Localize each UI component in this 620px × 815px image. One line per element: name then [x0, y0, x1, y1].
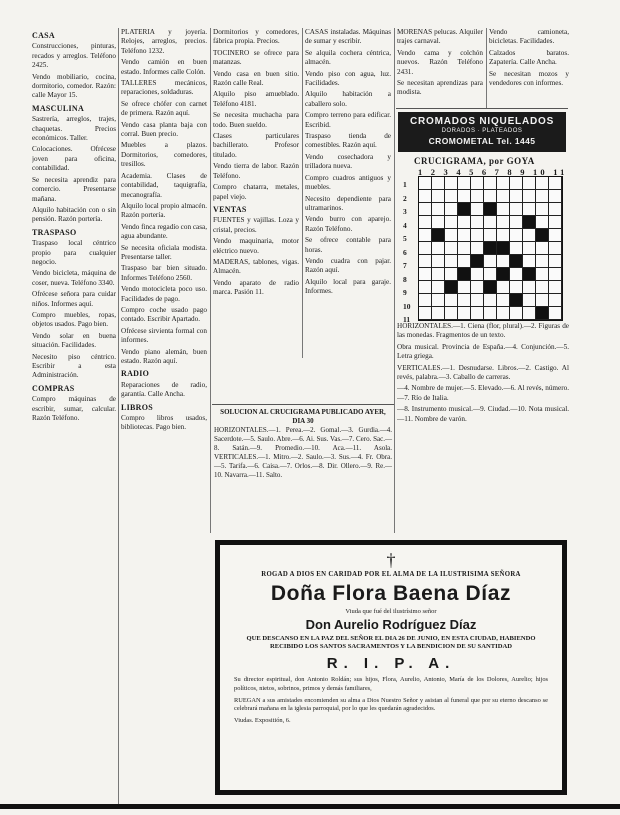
classified-ad: Vendo casa planta baja con corral. Buen precio. — [121, 120, 207, 139]
crossword-cell — [458, 307, 471, 320]
crossword-cell — [471, 216, 484, 229]
crossword-cell — [536, 177, 549, 190]
classified-ad: TALLERES mecánicos, reparaciones, soldaduras. — [121, 79, 207, 97]
classified-ad: Traspaso local céntrico propio para cualquier negocio. — [32, 239, 116, 266]
crossword-cell — [445, 255, 458, 268]
crossword-black-cell — [510, 294, 523, 307]
classified-ad: Se necesita muchacha para todo. Buen sueldo. — [213, 111, 299, 129]
crossword-cell — [549, 294, 562, 307]
crossword-cell — [458, 255, 471, 268]
crossword-cell — [458, 229, 471, 242]
crossword-row-number: 8 — [403, 274, 407, 284]
crossword-cell — [419, 203, 432, 216]
crossword-cell — [471, 294, 484, 307]
crossword-cell — [549, 268, 562, 281]
crossword-cell — [523, 229, 536, 242]
crossword-cell — [419, 255, 432, 268]
classified-ad: Vendo mobiliario, cocina, dormitorio, comedor. Razón: calle Mayor 15. — [32, 72, 116, 100]
crossword-cell — [536, 216, 549, 229]
classified-ad: Vendo cama y colchón nuevos. Razón Teléfono 2431. — [397, 48, 483, 76]
section-heading: RADIO — [121, 369, 150, 379]
crossword-cell — [510, 268, 523, 281]
section-rule — [212, 404, 394, 405]
classified-ad: Calzados baratos. Zapatería. Calle Ancha. — [489, 48, 569, 67]
crossword-cell — [471, 177, 484, 190]
classified-ad: MADERAS, tablones, vigas. Almacén. — [213, 257, 299, 276]
deceased-name: Doña Flora Baena Díaz — [270, 582, 512, 605]
crossword-cell — [432, 190, 445, 203]
classified-ad: Dormitorios y comedores, fábrica propia. Precios. — [213, 28, 299, 46]
classifieds-column-1 — [32, 28, 116, 806]
classified-ad: Compro muebles, ropas, objetos usados. Pago bien. — [32, 310, 116, 329]
crossword-black-cell — [523, 268, 536, 281]
crossword-cell — [549, 281, 562, 294]
column-rule — [486, 28, 487, 108]
crossword-cell — [419, 190, 432, 203]
crossword-cell — [471, 190, 484, 203]
crossword-black-cell — [523, 216, 536, 229]
classified-ad: Se necesita aprendiz para comercio. Presentarse mañana. — [32, 175, 116, 203]
crossword-cell — [458, 242, 471, 255]
cross-icon: † — [386, 550, 396, 570]
classifieds-column-3 — [213, 28, 299, 402]
crossword-cell — [445, 268, 458, 281]
crossword-cell — [497, 229, 510, 242]
crossword-cell — [471, 307, 484, 320]
classified-ad: Vendo camión en buen estado. Informes calle Colón. — [121, 58, 207, 76]
classified-ad: Se necesitan mozos y vendedores con informes. — [489, 69, 569, 88]
crossword-column-numbers: 1 2 3 4 5 6 7 8 9 10 11 — [418, 167, 568, 177]
crossword-black-cell — [536, 307, 549, 320]
crossword-cell — [432, 255, 445, 268]
crossword-cell — [549, 307, 562, 320]
classified-ad: Vendo tierra de labor. Razón Teléfono. — [213, 162, 299, 180]
crossword-solution — [214, 408, 392, 480]
crossword-row-number: 4 — [403, 220, 407, 230]
classified-ad: Compro coche usado pago contado. Escribir Apartado. — [121, 305, 207, 324]
chromados-advert — [398, 112, 566, 152]
crossword-black-cell — [471, 255, 484, 268]
classified-ad: Vendo finca regadío con casa, agua abundante. — [121, 222, 207, 241]
crossword-cell — [497, 190, 510, 203]
classified-ad: Compro máquinas de escribir, sumar, calcular. Razón Teléfono. — [32, 395, 116, 423]
classified-ad: Vendo piso con agua, luz. Facilidades. — [305, 69, 391, 88]
classifieds-column-2 — [121, 28, 207, 806]
section-rule — [396, 108, 568, 109]
crossword-cell — [510, 229, 523, 242]
crossword-cell — [445, 216, 458, 229]
classified-ad: Vendo piano alemán, buen estado. Razón aquí. — [121, 347, 207, 365]
classified-ad: Se necesita oficiala modista. Presentarse taller. — [121, 243, 207, 261]
crossword-black-cell — [458, 268, 471, 281]
crossword-row-number: 9 — [403, 288, 407, 297]
crossword-cell — [497, 255, 510, 268]
classified-ad: Alquilo local para garaje. Informes. — [305, 277, 391, 296]
classified-ad: Necesito piso céntrico. Escribir a esta Administración. — [32, 352, 116, 380]
crossword-cell — [445, 294, 458, 307]
crossword-cell — [471, 229, 484, 242]
classified-ad: Se alquila cochera céntrica, almacén. — [305, 48, 391, 67]
crossword-cell — [458, 281, 471, 294]
crossword-row-number: 10 — [403, 301, 411, 311]
section-heading: LIBROS — [121, 402, 154, 412]
crossword-cell — [536, 242, 549, 255]
classified-ad: Vendo burro con aparejo. Razón Teléfono. — [305, 215, 391, 233]
crossword-title: CRUCIGRAMA, por GOYA — [414, 156, 535, 166]
crossword-cell — [549, 229, 562, 242]
classified-ad: FUENTES y vajillas. Loza y cristal, precios. — [213, 216, 299, 234]
ad-line-1: CROMADOS NIQUELADOS — [409, 116, 555, 127]
crossword-cell — [471, 268, 484, 281]
classified-ad: Compro terreno para edificar. Escribid. — [305, 111, 391, 129]
crossword-grid — [418, 176, 563, 321]
crossword-cell — [471, 242, 484, 255]
classified-ad: Reparaciones de radio, garantía. Calle Ancha. — [121, 380, 207, 399]
crossword-cell — [523, 255, 536, 268]
crossword-cell — [549, 255, 562, 268]
crossword-cell — [419, 281, 432, 294]
crossword-cell — [432, 307, 445, 320]
classifieds-column-6 — [489, 28, 569, 106]
classified-ad: Se ofrece chófer con carnet de primera. Razón aquí. — [121, 99, 207, 118]
notice-family: Su director espiritual, don Antonio Roldán; sus hijos, Flora, Aurelio, Antonio, María de los Dolores, Aurelio; hijos políticos, nietos, sobrinos, primos y demás familiares, — [234, 676, 548, 692]
classified-ad: Colocaciones. Ofrécese joven para oficina, contabilidad. — [32, 145, 116, 173]
column-rule — [210, 28, 211, 533]
classified-ad: Se ofrece contable para horas. — [305, 236, 391, 254]
classified-ad: Alquilo piso amueblado. Teléfono 4181. — [213, 90, 299, 108]
classified-ad: Ofrécese señora para cuidar niños. Informes aquí. — [32, 290, 116, 308]
crossword-black-cell — [510, 255, 523, 268]
crossword-cell — [536, 281, 549, 294]
classified-ad: —8. Instrumento musical.—9. Ciudad.—10. Nota musical.—11. Nombre de varón. — [397, 405, 569, 423]
crossword-cell — [510, 203, 523, 216]
classified-ad: Se necesitan aprendizas para modista. — [397, 79, 483, 97]
crossword-cell — [536, 255, 549, 268]
crossword-row-numbers — [403, 178, 411, 327]
classified-ad: Vendo solar en buena situación. Facilidades. — [32, 331, 116, 350]
crossword-cell — [497, 216, 510, 229]
crossword-cell — [523, 307, 536, 320]
crossword-cell — [458, 294, 471, 307]
crossword-cell — [419, 294, 432, 307]
crossword-cell — [484, 268, 497, 281]
solution-title: SOLUCION AL CRUCIGRAMA PUBLICADO AYER, DIA 30 — [220, 408, 386, 425]
death-notice — [215, 540, 567, 795]
classified-ad: Alquilo habitación con o sin pensión. Razón portería. — [32, 205, 116, 224]
crossword-row-number: 1 — [403, 180, 407, 189]
crossword-row-number: 11 — [403, 315, 411, 324]
classified-ad: Vendo camioneta, bicicletas. Facilidades. — [489, 28, 569, 46]
crossword-cell — [497, 177, 510, 190]
crossword-cell — [445, 229, 458, 242]
crossword-cell — [432, 203, 445, 216]
classified-ad: Sastrería, arreglos, trajes, chaquetas. Precios económicos. Taller. — [32, 115, 116, 143]
crossword-row-number: 6 — [403, 247, 407, 257]
crossword-cell — [510, 281, 523, 294]
classifieds-column-5 — [397, 28, 483, 106]
section-heading: VENTAS — [213, 204, 247, 214]
crossword-cell — [536, 190, 549, 203]
crossword-black-cell — [484, 281, 497, 294]
crossword-cell — [484, 190, 497, 203]
classified-ad: MORENAS pelucas. Alquiler trajes carnaval. — [397, 28, 483, 46]
classified-ad: —4. Nombre de mujer.—5. Elevado.—6. Al revés, número.—7. Río de Italia. — [397, 384, 569, 402]
crossword-cell — [523, 294, 536, 307]
crossword-cell — [510, 177, 523, 190]
crossword-cell — [419, 177, 432, 190]
notice-request: RUEGAN a sus amistades encomienden su alma a Dios Nuestro Señor y asistan al funeral que por su eterno descanso se celebrará mañana en la iglesia parroquial, por lo que les quedarán agradecidos. — [234, 696, 548, 713]
crossword-cell — [432, 294, 445, 307]
crossword-cell — [432, 177, 445, 190]
crossword-clues — [397, 322, 569, 528]
crossword-black-cell — [497, 242, 510, 255]
crossword-cell — [432, 268, 445, 281]
classified-ad: Vendo maquinaria, motor eléctrico nuevo. — [213, 237, 299, 255]
section-heading: COMPRAS — [32, 383, 75, 393]
column-rule — [394, 28, 395, 533]
crossword-cell — [484, 229, 497, 242]
crossword-row-number: 7 — [403, 261, 407, 270]
crossword-cell — [419, 216, 432, 229]
crossword-cell — [523, 177, 536, 190]
crossword-cell — [445, 190, 458, 203]
ripa: R. I. P. A. — [326, 655, 456, 673]
crossword-cell — [523, 190, 536, 203]
crossword-cell — [549, 190, 562, 203]
classified-ad: Vendo casa en buen sitio. Razón calle Real. — [213, 69, 299, 88]
classified-ad: Traspaso bar bien situado. Informes Teléfono 2560. — [121, 264, 207, 282]
crossword-cell — [445, 307, 458, 320]
crossword-cell — [458, 190, 471, 203]
classified-ad: Clases particulares bachillerato. Profesor titulado. — [213, 132, 299, 159]
crossword-cell — [523, 203, 536, 216]
crossword-cell — [419, 229, 432, 242]
classified-ad: Alquilo local propio almacén. Razón portería. — [121, 201, 207, 220]
crossword-cell — [432, 216, 445, 229]
crossword-cell — [536, 268, 549, 281]
classified-ad: Compro cuadros antiguos y muebles. — [305, 173, 391, 192]
crossword-cell — [523, 242, 536, 255]
crossword-cell — [510, 307, 523, 320]
crossword-cell — [471, 281, 484, 294]
classified-ad: Necesito dependiente para ultramarinos. — [305, 194, 391, 212]
crossword-black-cell — [484, 203, 497, 216]
crossword-cell — [471, 203, 484, 216]
crossword-cell — [510, 190, 523, 203]
crossword-cell — [445, 177, 458, 190]
classified-ad: Compro chatarra, metales, papel viejo. — [213, 183, 299, 201]
classified-ad: VERTICALES.—1. Desnudarse. Libros.—2. Castigo. Al revés, palabra.—3. Caballo de carreras. — [397, 363, 569, 382]
column-rule — [302, 28, 303, 358]
classified-ad: Compro libros usados, bibliotecas. Pago bien. — [121, 414, 207, 432]
crossword-cell — [484, 216, 497, 229]
crossword-black-cell — [484, 242, 497, 255]
crossword-black-cell — [536, 229, 549, 242]
crossword-cell — [549, 177, 562, 190]
notice-intro: ROGAD A DIOS EN CARIDAD POR EL ALMA DE LA ILUSTRISIMA SEÑORA — [261, 571, 521, 578]
crossword-cell — [536, 203, 549, 216]
classified-ad: Vendo bicicleta, máquina de coser, nueva. Teléfono 3340. — [32, 269, 116, 287]
widow-line: Viuda que fué del ilustrísimo señor — [345, 608, 437, 615]
crossword-cell — [497, 307, 510, 320]
classified-ad: HORIZONTALES.—1. Ciena (flor, plural).—2. Figuras de las monedas. Fragmentos de un texto. — [397, 322, 569, 340]
solution-text: HORIZONTALES.—1. Perea.—2. Gomal.—3. Gurdia.—4. Sacerdote.—5. Saulo. Abre.—6. Ai. Sus. Vas.—7. Cero. Sac.—8. Satán.—9. Promedio.—10. Aca.—11. Asola. VERTICALES.—1. Mitro.—2. Saulo.—3. Sus.—4. Fr. Obra.—5. Tarifa.—6. Caisa.—7. Orlos.—8. Dir. Ollero.—9. Re.—10. Navarra.—11. Salto. — [214, 426, 392, 479]
crossword-cell — [484, 255, 497, 268]
classified-ad: Vendo aparato de radio marca. Pasión 11. — [213, 278, 299, 297]
section-heading: CASA — [32, 31, 55, 40]
crossword-cell — [549, 216, 562, 229]
ad-line-2: DORADOS · PLATEADOS — [441, 128, 523, 134]
crossword-black-cell — [432, 229, 445, 242]
crossword-cell — [432, 281, 445, 294]
crossword-cell — [458, 177, 471, 190]
classified-ad: Alquilo habitación a caballero solo. — [305, 90, 391, 108]
classified-ad: Construcciones, pinturas, recados y arreglos. Teléfono 2425. — [32, 42, 116, 70]
crossword-cell — [419, 268, 432, 281]
crossword-cell — [458, 216, 471, 229]
death-statement: QUE DESCANSO EN LA PAZ DEL SEÑOR EL DIA 26 DE JUNIO, EN ESTA CIUDAD, HABIENDO RECIBIDO LOS SANTOS SACRAMENTOS Y LA BENDICION DE SU SANTIDAD — [246, 635, 536, 651]
crossword-cell — [510, 242, 523, 255]
crossword-cell — [497, 203, 510, 216]
crossword-black-cell — [458, 203, 471, 216]
page-bottom-rule — [0, 804, 620, 809]
column-rule — [118, 28, 119, 806]
crossword-cell — [523, 281, 536, 294]
crossword-cell — [445, 242, 458, 255]
crossword-cell — [432, 242, 445, 255]
crossword-cell — [484, 177, 497, 190]
classified-ad: Vendo cosechadora y trilladora nueva. — [305, 152, 391, 171]
classified-ad: Muebles a plazos. Dormitorios, comedores, tresillos. — [121, 141, 207, 169]
crossword-black-cell — [445, 281, 458, 294]
classifieds-column-4 — [305, 28, 391, 402]
crossword-cell — [497, 294, 510, 307]
crossword-cell — [419, 242, 432, 255]
crossword-cell — [445, 203, 458, 216]
classified-ad: Ofrécese sirvienta formal con informes. — [121, 326, 207, 345]
crossword-cell — [484, 294, 497, 307]
ad-line-3: CROMOMETAL Tel. 1445 — [428, 136, 536, 146]
crossword-cell — [549, 242, 562, 255]
classified-ad: PLATERIA y joyería. Relojes, arreglos, precios. Teléfono 1232. — [121, 28, 207, 55]
classified-ad: CASAS instaladas. Máquinas de sumar y escribir. — [305, 28, 391, 46]
classified-ad: Traspaso tienda de comestibles. Razón aquí. — [305, 132, 391, 150]
crossword-row-number: 3 — [403, 207, 407, 216]
crossword-cell — [484, 307, 497, 320]
crossword-black-cell — [497, 268, 510, 281]
section-heading: MASCULINA — [32, 103, 85, 113]
classified-ad: Academia. Clases de contabilidad, taquigrafía, mecanografía. — [121, 171, 207, 199]
husband-name: Don Aurelio Rodríguez Díaz — [305, 617, 477, 632]
section-heading: TRASPASO — [32, 227, 77, 237]
crossword-cell — [497, 281, 510, 294]
crossword-row-number: 5 — [403, 234, 407, 243]
crossword-cell — [510, 216, 523, 229]
crossword-row-number: 2 — [403, 193, 407, 203]
classified-ad: Obra musical. Provincia de España.—4. Conjunción.—5. Letra griega. — [397, 342, 569, 361]
crossword-cell — [536, 294, 549, 307]
classified-ad: Vendo motocicleta poco uso. Facilidades de pago. — [121, 285, 207, 303]
notice-address: Viudas. Expositión, 6. — [234, 717, 291, 725]
crossword-cell — [549, 203, 562, 216]
classified-ad: TOCINERO se ofrece para matanzas. — [213, 48, 299, 67]
crossword-cell — [419, 307, 432, 320]
classified-ad: Vendo cuadra con pajar. Razón aquí. — [305, 256, 391, 275]
